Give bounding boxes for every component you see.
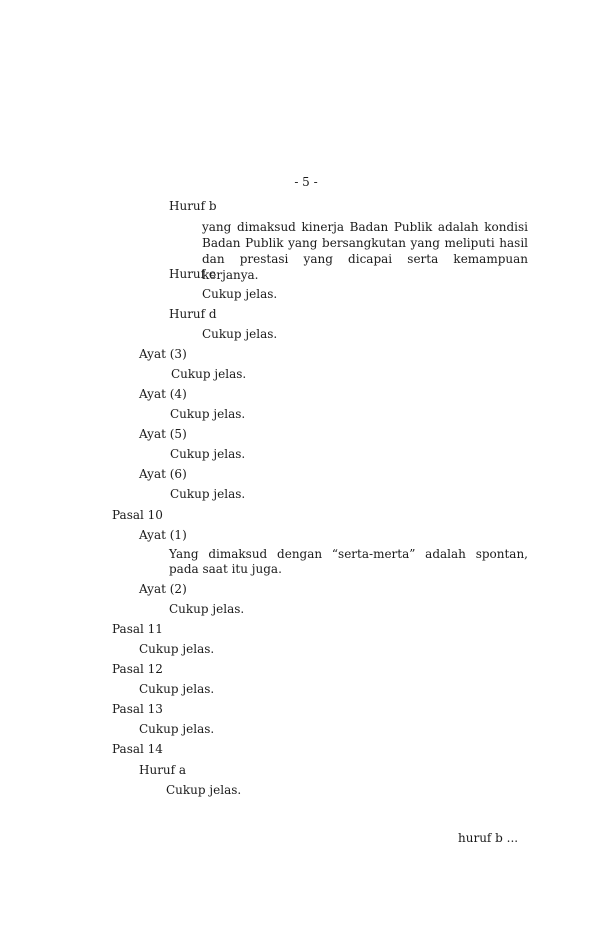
- ayat-3-heading: Ayat (3): [139, 347, 187, 361]
- pasal-10-ayat-2-text: Cukup jelas.: [169, 602, 245, 616]
- pasal-12-text: Cukup jelas.: [139, 682, 215, 696]
- ayat-3-text: Cukup jelas.: [171, 367, 247, 381]
- pasal-11-heading: Pasal 11: [112, 622, 163, 636]
- pasal-14-huruf-a-heading: Huruf a: [139, 763, 187, 777]
- pasal-13-heading: Pasal 13: [112, 702, 163, 716]
- ayat-5-text: Cukup jelas.: [170, 447, 246, 461]
- pasal-13-text: Cukup jelas.: [139, 722, 215, 736]
- ayat-6-text: Cukup jelas.: [170, 487, 246, 501]
- pasal-14-heading: Pasal 14: [112, 742, 163, 756]
- huruf-d-text: Cukup jelas.: [202, 327, 278, 341]
- huruf-b-text: yang dimaksud kinerja Badan Publik adalah kondisi Badan Publik yang bersangkutan yang meliputi hasil dan prestasi yang dicapai serta kemampuan kerjanya.: [202, 220, 528, 282]
- pasal-12-heading: Pasal 12: [112, 662, 163, 676]
- ayat-4-text: Cukup jelas.: [170, 407, 246, 421]
- pasal-14-huruf-a-text: Cukup jelas.: [166, 783, 242, 797]
- pasal-10-ayat-1-text: Yang dimaksud dengan “serta-merta” adalah spontan, pada saat itu juga.: [169, 547, 528, 576]
- pasal-10-heading: Pasal 10: [112, 508, 163, 522]
- page-number: - 5 -: [294, 175, 318, 189]
- ayat-6-heading: Ayat (6): [139, 467, 187, 481]
- huruf-b-heading: Huruf b: [169, 199, 217, 213]
- huruf-d-heading: Huruf d: [169, 307, 217, 321]
- huruf-c-text: Cukup jelas.: [202, 287, 278, 301]
- pasal-10-ayat-2-heading: Ayat (2): [139, 582, 187, 596]
- pasal-10-ayat-1-heading: Ayat (1): [139, 528, 187, 542]
- huruf-c-heading: Huruf c: [169, 267, 216, 281]
- ayat-4-heading: Ayat (4): [139, 387, 187, 401]
- ayat-5-heading: Ayat (5): [139, 427, 187, 441]
- catchword: huruf b ...: [458, 831, 519, 845]
- pasal-11-text: Cukup jelas.: [139, 642, 215, 656]
